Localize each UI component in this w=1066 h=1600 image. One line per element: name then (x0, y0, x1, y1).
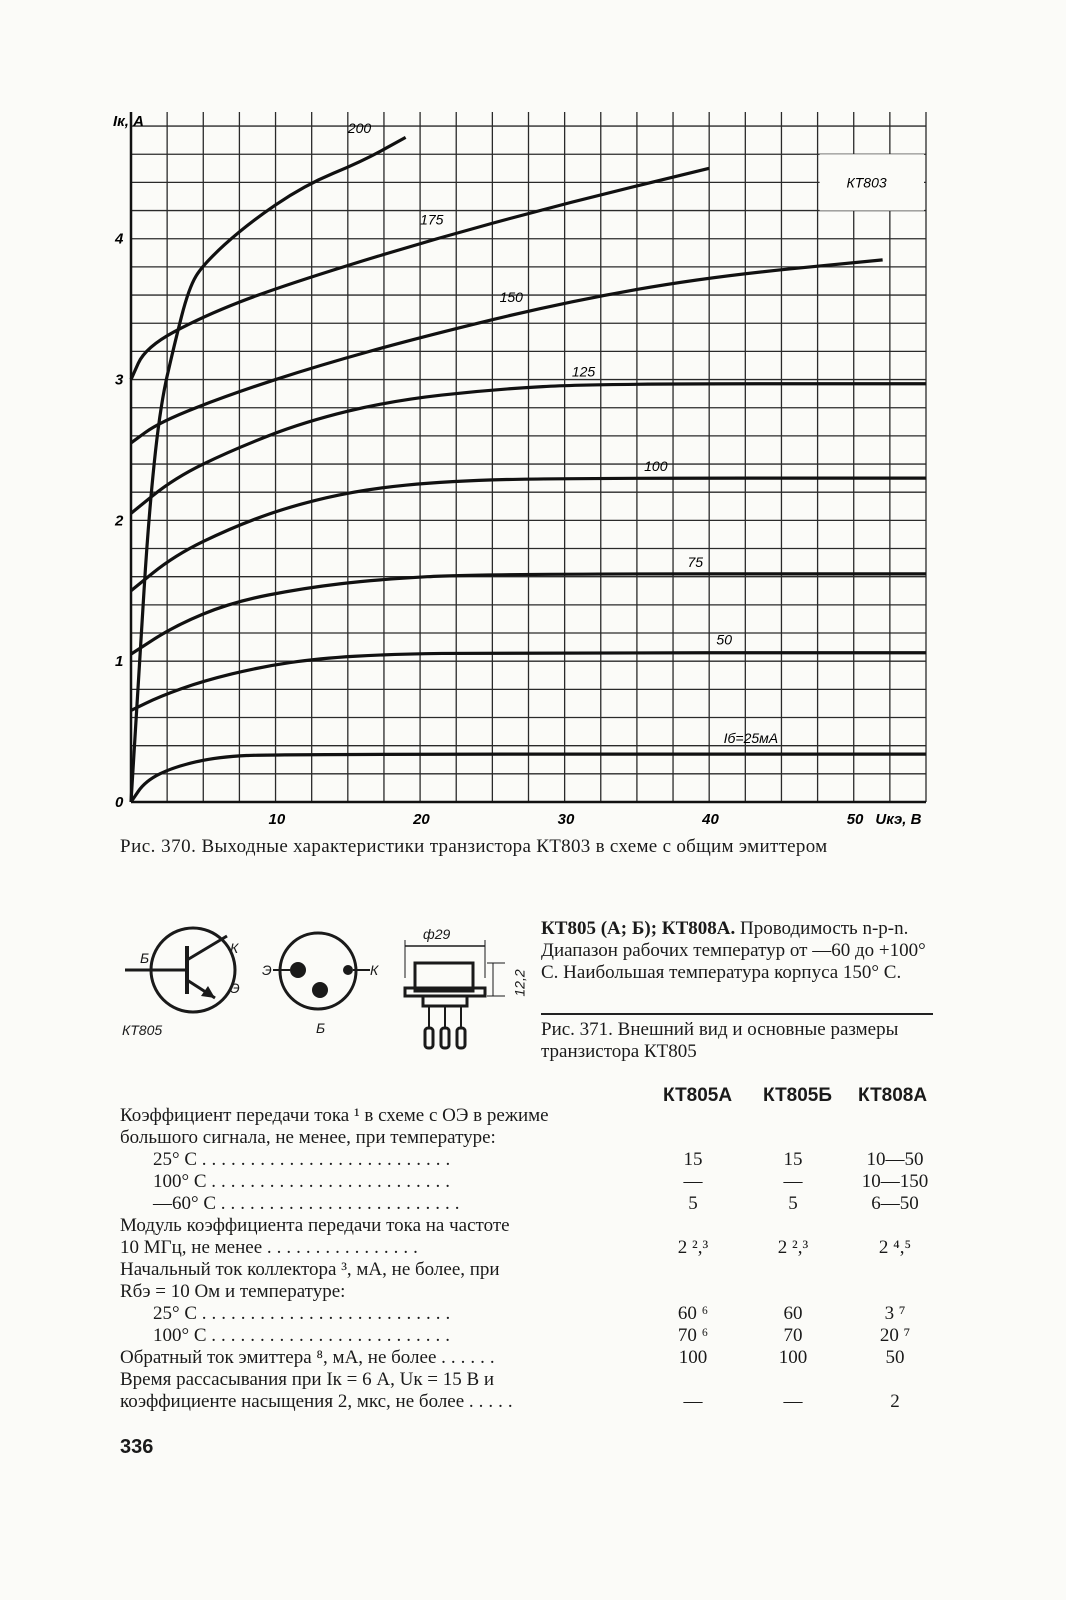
value-cell: 15 (683, 1149, 703, 1170)
value-cell: — (683, 1391, 703, 1412)
pin-view-icon (273, 933, 370, 1009)
y-tick-label: 1 (115, 653, 124, 671)
value-cell: 100 (678, 1347, 708, 1368)
symbol-emitter-label: Э (230, 980, 240, 996)
value-cell: 20 ⁷ (879, 1325, 911, 1346)
param-row: 100° С ......................... (153, 1171, 456, 1192)
series-label: 175 (420, 211, 444, 228)
diameter-label: ф29 (423, 926, 451, 942)
symbol-collector-label: К (230, 940, 239, 956)
value-cell: 70 ⁶ (677, 1325, 709, 1346)
param-row: коэффициенте насыщения 2, мкс, не более ..... (120, 1391, 518, 1412)
value-cell: 2 ²,³ (777, 1237, 809, 1258)
value-cell: — (683, 1171, 703, 1192)
x-tick-label: 20 (413, 811, 430, 828)
y-tick-label: 3 (115, 371, 124, 389)
value-cell: 50 (885, 1347, 905, 1368)
param-row: 25° С .......................... (153, 1303, 456, 1324)
param-row: Коэффициент передачи тока ¹ в схеме с ОЭ в режиме (120, 1105, 549, 1126)
parameters-table (120, 1105, 660, 1413)
value-cell: 5 (788, 1193, 798, 1214)
param-row: —60° С ......................... (153, 1193, 465, 1214)
chart-labels (113, 113, 924, 828)
value-cell: 60 ⁶ (677, 1303, 709, 1324)
page-number: 336 (120, 1436, 154, 1458)
figure-370-lead: Рис. 370. (120, 836, 197, 857)
pin-emitter-label: Э (262, 962, 272, 978)
value-cell: 5 (688, 1193, 698, 1214)
x-tick-label: 30 (557, 811, 575, 828)
y-tick-label: 4 (115, 230, 124, 248)
x-tick-label: 10 (268, 811, 286, 828)
transistor-symbols (115, 918, 515, 1068)
kt805-description (541, 918, 936, 984)
y-tick-label: 2 (115, 512, 124, 530)
divider (541, 1013, 933, 1015)
series-label: 150 (499, 289, 523, 306)
value-cell: — (783, 1171, 803, 1192)
value-cell: — (783, 1391, 803, 1412)
param-row: 25° С .......................... (153, 1149, 456, 1170)
series-curve (131, 137, 406, 802)
value-cell: 15 (783, 1149, 803, 1170)
pin-base-label: Б (316, 1020, 326, 1036)
height-label: 12,2 (511, 969, 528, 997)
series-label: 50 (716, 631, 732, 648)
chart-title: КТ803 (846, 174, 887, 191)
param-row: Модуль коэффициента передачи тока на частоте (120, 1215, 510, 1236)
value-cell: 2 ⁴,⁵ (878, 1237, 912, 1258)
value-cell: 10—50 (866, 1149, 924, 1170)
x-tick-label: 50 (846, 811, 864, 828)
col-header-kt805a: КТ805А (663, 1085, 733, 1106)
value-cell: 2 ²,³ (677, 1237, 709, 1258)
series-label: Iб=25мА (723, 729, 779, 746)
series-label: 200 (347, 120, 372, 137)
x-axis-label: Uкэ, В (875, 811, 922, 828)
series-label: 75 (687, 553, 704, 570)
param-row: 10 МГц, не менее ................ (120, 1237, 423, 1258)
kt805-title: КТ805 (А; Б); КТ808А. (541, 918, 736, 939)
value-cell: 6—50 (871, 1193, 919, 1214)
symbol-name-label: КТ805 (122, 1022, 163, 1038)
col-header-kt805b: КТ805Б (763, 1085, 833, 1106)
symbol-base-label: Б (140, 950, 150, 966)
param-row: Время рассасывания при Iк = 6 А, Uк = 15 В и (120, 1369, 495, 1390)
value-cell: 3 ⁷ (884, 1303, 906, 1324)
param-row: 100° С ......................... (153, 1325, 456, 1346)
pin-collector-label: К (370, 962, 379, 978)
transistor-symbol-icon (125, 928, 235, 1012)
kt805-text: Проводимость n-p-n. Диапазон рабочих температур от —60 до +100° С. Наибольшая температура корпуса 150° С. (541, 918, 926, 983)
package-outline-icon (405, 940, 505, 1048)
value-cell: 10—150 (861, 1171, 929, 1192)
col-header-kt808a: КТ808А (858, 1085, 928, 1106)
y-tick-label: 0 (115, 794, 124, 811)
value-cell: 60 (783, 1303, 803, 1324)
param-row: Обратный ток эмиттера ⁸, мА, не более ...... (120, 1347, 500, 1368)
param-row: Начальный ток коллектора ³, мА, не более, при (120, 1259, 500, 1280)
figure-370-caption (120, 836, 950, 858)
value-cell: 70 (783, 1325, 803, 1346)
value-cell: 2 (890, 1391, 900, 1412)
series-label: 100 (644, 458, 668, 475)
figure-370-text: Выходные характеристики транзистора КТ803 в схеме с общим эмиттером (201, 836, 828, 857)
value-cell: 100 (778, 1347, 808, 1368)
series-label: 125 (571, 363, 596, 380)
param-row: Rбэ = 10 Ом и температуре: (120, 1281, 346, 1302)
y-axis-label: Iк, A (113, 113, 144, 130)
param-row: большого сигнала, не менее, при температуре: (120, 1127, 496, 1148)
figure-371-caption: Рис. 371. Внешний вид и основные размеры транзистора КТ805 (541, 1019, 899, 1062)
x-tick-label: 40 (702, 811, 719, 828)
chart-grid (131, 112, 926, 802)
